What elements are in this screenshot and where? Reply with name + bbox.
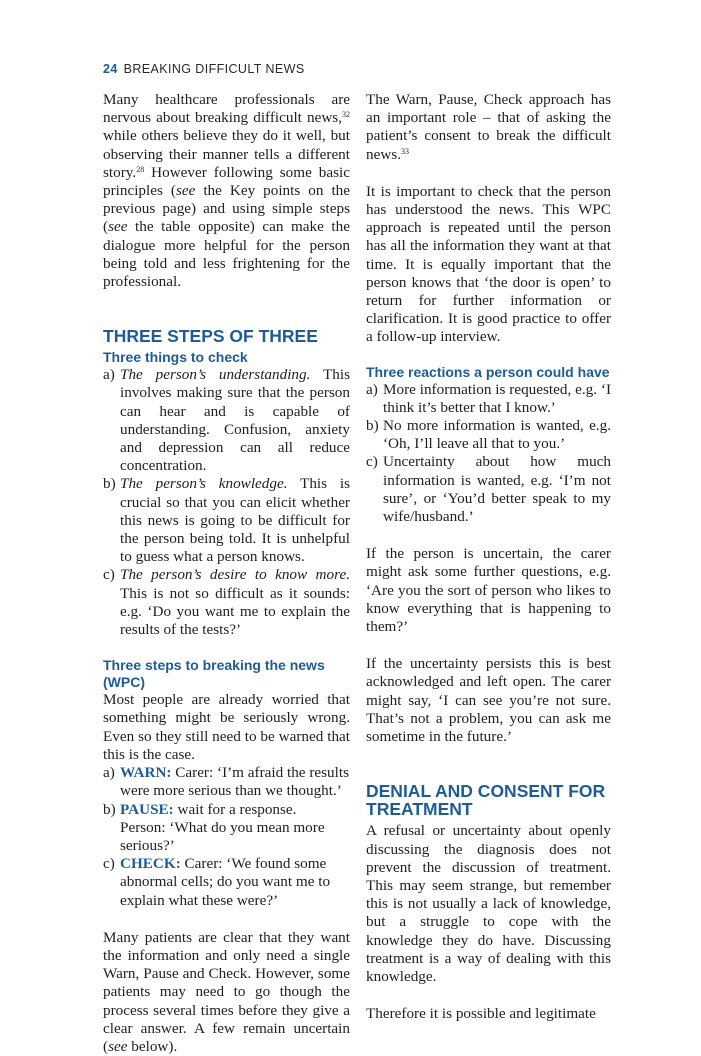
see-reference: see xyxy=(108,218,128,236)
item-text: Carer: ‘I’m afraid the results xyxy=(171,764,350,782)
citation-ref: 32 xyxy=(342,110,350,120)
list-marker: b) xyxy=(103,475,116,493)
closing-text-2: below). xyxy=(127,1037,178,1055)
uncertain-paragraph: If the person is uncertain, the carer might ask some further questions, e.g. ‘Are you the sort of person who likes to know everything that is happening to them?’ xyxy=(366,545,611,636)
intro-text-1: Many healthcare professionals are nervous about breaking difficult news, xyxy=(103,91,350,127)
closing-text-1: Many patients are clear that they want the information and only need a single Warn, Pause and Check. However, some patients may need to go though the process several times before they give a clear answer. A few remain uncertain ( xyxy=(103,928,350,1055)
intro-paragraph xyxy=(103,91,350,291)
list-marker: c) xyxy=(103,566,115,584)
left-column xyxy=(103,91,350,1056)
legitimate-paragraph: Therefore it is possible and legitimate xyxy=(366,1005,596,1023)
check-list xyxy=(103,366,350,639)
see-reference: see xyxy=(175,182,196,200)
item-text: No more information is wanted, e.g. ‘Oh, I’ll leave all that to you.’ xyxy=(383,417,611,453)
list-marker: b) xyxy=(103,800,116,818)
wpc-intro: Most people are already worried that something might be seriously wrong. Even so they still need to be warned that this is the case. xyxy=(103,691,350,763)
item-text: More information is requested, e.g. ‘I think it’s better that I know.’ xyxy=(383,380,611,416)
closing-paragraph xyxy=(103,929,350,1056)
item-text: This is not so difficult as it sounds: e.g. ‘Do you want me to explain the results of the tests?’ xyxy=(120,584,350,639)
keyword-check: CHECK: xyxy=(120,855,181,873)
right-column xyxy=(366,91,611,1023)
reactions-list xyxy=(366,381,611,527)
intro-text-3: However following some basic principles ( xyxy=(103,163,350,200)
list-item xyxy=(366,381,611,417)
list-marker: a) xyxy=(103,366,115,384)
list-marker: b) xyxy=(366,417,379,435)
item-text: This involves making sure that the person can hear and is capable of understanding. Confusion, anxiety and depression can all reduce concentration. xyxy=(120,366,350,475)
wpc-list xyxy=(103,764,350,910)
paragraph-text: The Warn, Pause, Check approach has an important role – that of asking the patient’s consent to break the difficult news. xyxy=(366,91,611,163)
subheading-wpc: Three steps to breaking the news (WPC) xyxy=(103,657,325,691)
subheading-three-things: Three things to check xyxy=(103,349,248,366)
section-heading-denial: DENIAL AND CONSENT FOR TREATMENT xyxy=(366,781,606,820)
keyword-warn: WARN: xyxy=(120,764,172,782)
keyword-pause: PAUSE: xyxy=(120,800,174,818)
item-text: abnormal cells; do you want me to explain what these were?’ xyxy=(120,873,331,909)
citation-ref: 28 xyxy=(136,164,145,174)
section-heading-three-steps: THREE STEPS OF THREE xyxy=(103,326,318,347)
citation-ref: 33 xyxy=(401,146,410,156)
list-marker: c) xyxy=(103,855,115,873)
list-item xyxy=(366,417,611,453)
running-head xyxy=(103,62,305,76)
see-reference: see xyxy=(108,1037,128,1055)
denial-paragraph: A refusal or uncertainty about openly discussing the diagnosis does not prevent the discussion of treatment. This may seem strange, but remember this is not usually a lack of knowledge, but a struggle to cope with the knowledge they do have. Discussing treatment is a way of dealing with this knowledge. xyxy=(366,822,611,985)
list-item xyxy=(103,566,350,639)
item-text: Uncertainty about how much information is wanted, e.g. ‘I’m not sure’, or ‘You’d better speak to my wife/husband.’ xyxy=(383,453,611,526)
subheading-three-reactions: Three reactions a person could have xyxy=(366,363,610,380)
wpc-role-paragraph xyxy=(366,91,611,164)
item-lead: The person’s knowledge. xyxy=(120,475,288,493)
list-marker: a) xyxy=(366,380,378,398)
item-text: were more serious than we thought.’ xyxy=(120,782,342,800)
page-number: 24 xyxy=(103,62,118,76)
list-marker: a) xyxy=(103,764,115,782)
list-item xyxy=(103,366,350,475)
list-item xyxy=(103,855,350,910)
persists-paragraph: If the uncertainty persists this is best acknowledged and left open. The carer might say, ‘I can see you’re not sure. That’s not a problem, you can ask me sometime in the future.’ xyxy=(366,655,611,746)
intro-text-5: the table opposite) can make the dialogue more helpful for the person being told and less frightening for the professional. xyxy=(103,218,350,291)
list-item xyxy=(366,453,611,526)
item-lead: The person’s understanding. xyxy=(120,366,311,384)
list-item xyxy=(103,475,350,566)
list-marker: c) xyxy=(366,453,378,471)
item-text: Person: ‘What do you mean more serious?’ xyxy=(120,818,325,854)
running-head-title: BREAKING DIFFICULT NEWS xyxy=(123,62,305,76)
intro-text-4: the Key points on the previous page) and using simple steps ( xyxy=(103,182,350,236)
list-item xyxy=(103,764,350,800)
intro-text-2: while others believe they do it well, but observing their manner tells a different story. xyxy=(103,127,350,181)
item-lead: The person’s desire to know more. xyxy=(120,566,350,584)
item-text: wait for a response. xyxy=(173,800,297,818)
understanding-paragraph: It is important to check that the person has understood the news. This WPC approach is repeated until the person has all the information they want at that time. It is equally important that the person knows that ‘the door is open’ to return for further information or clarification. It is good practice to offer a follow-up interview. xyxy=(366,182,611,346)
item-text: Carer: ‘We found some xyxy=(180,855,327,873)
item-text: This is crucial so that you can elicit whether this news is going to be difficult for the person being told. It is unhelpful to guess what a person knows. xyxy=(120,475,350,566)
list-item xyxy=(103,801,350,856)
